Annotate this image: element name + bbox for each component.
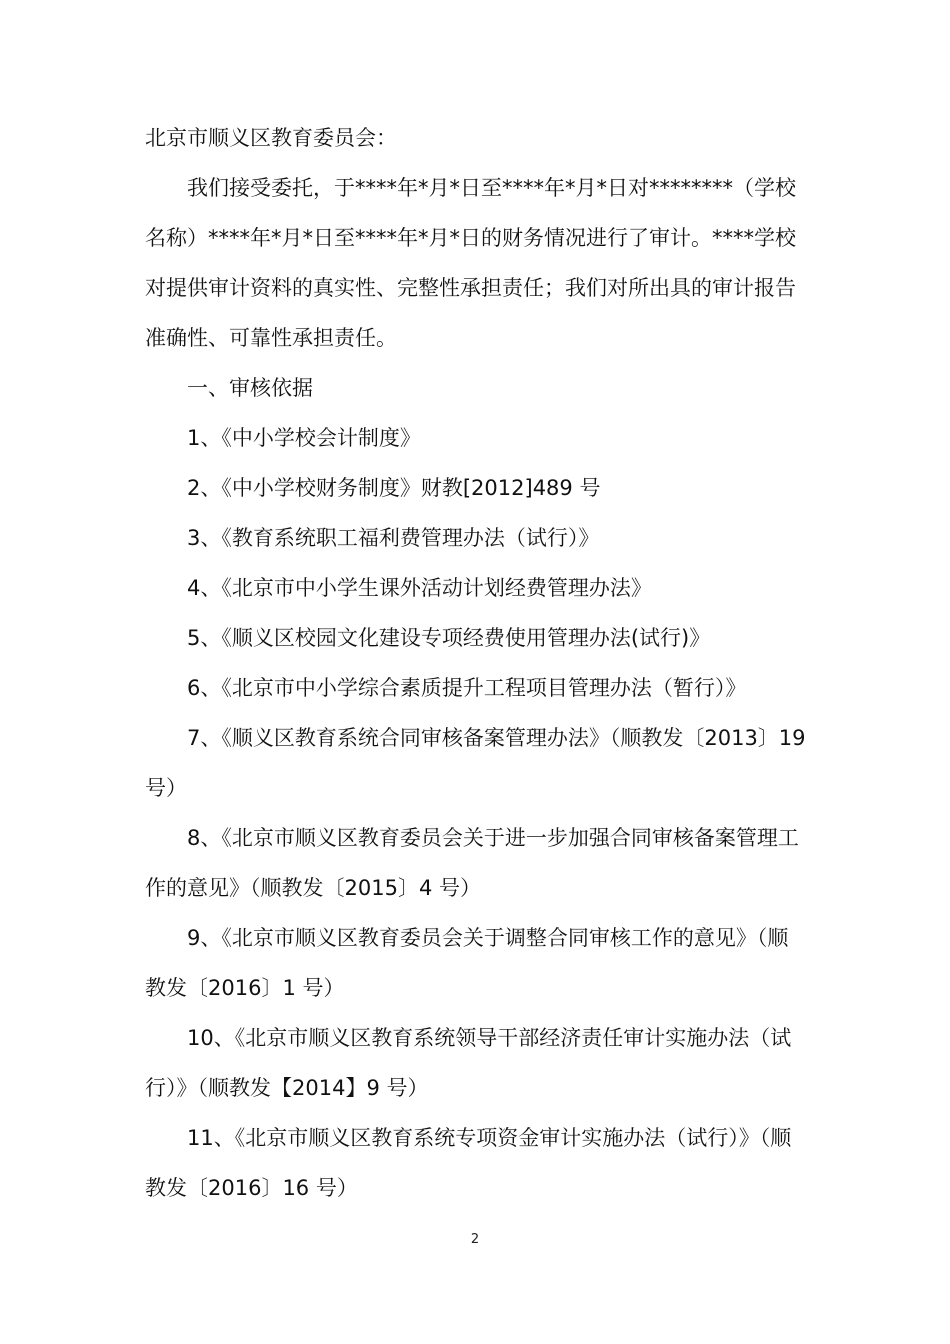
list-item: 11、《北京市顺义区教育系统专项资金审计实施办法（试行）》（顺教发〔2016〕16 号） [145, 1126, 792, 1200]
list-item: 3、《教育系统职工福利费管理办法（试行）》 [187, 526, 600, 550]
list-item: 5、《顺义区校园文化建设专项经费使用管理办法(试行)》 [187, 626, 711, 650]
section-heading: 一、审核依据 [187, 376, 313, 400]
intro-paragraph: 我们接受委托，于****年*月*日至****年*月*日对********（学校名称）****年*月*日至****年*月*日的财务情况进行了审计。****学校对提供审计资料的真实性、完整性承担责任；我们对所出具的审计报告准确性、可靠性承担责任。 [145, 176, 796, 350]
list-item: 8、《北京市顺义区教育委员会关于进一步加强合同审核备案管理工作的意见》（顺教发〔2015〕4 号） [145, 826, 799, 900]
list-item: 9、《北京市顺义区教育委员会关于调整合同审核工作的意见》（顺教发〔2016〕1 号） [145, 926, 789, 1000]
list-item: 1、《中小学校会计制度》 [187, 426, 421, 450]
list-item: 4、《北京市中小学生课外活动计划经费管理办法》 [187, 576, 652, 600]
list-item: 2、《中小学校财务制度》财教[2012]489 号 [187, 476, 601, 500]
page-number: 2 [470, 1232, 480, 1247]
salutation: 北京市顺义区教育委员会： [145, 126, 397, 150]
list-item: 10、《北京市顺义区教育系统领导干部经济责任审计实施办法（试行）》（顺教发【2014】9 号） [145, 1026, 792, 1100]
document-body [145, 113, 809, 1213]
list-item: 7、《顺义区教育系统合同审核备案管理办法》（顺教发〔2013〕19 号） [145, 726, 806, 800]
list-item: 6、《北京市中小学综合素质提升工程项目管理办法（暂行）》 [187, 676, 747, 700]
